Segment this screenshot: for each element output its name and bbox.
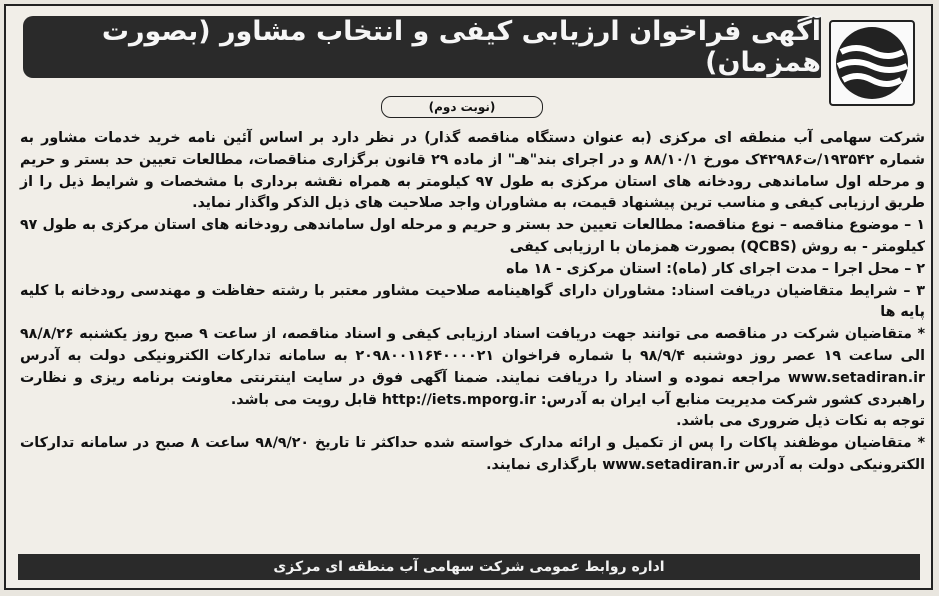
note-heading: توجه به نکات ذیل ضروری می باشد.	[676, 413, 925, 430]
intro-paragraph: شرکت سهامی آب منطقه ای مرکزی (به عنوان دستگاه مناقصه گذار) در نظر دارد بر اساس آئین نامه خرید خدمات مشاور به شماره ۱۹۳۵۴۲/ت۴۲۹۸۶ک مورخ ۸۸/۱۰/۱ و در اجرای بند"هـ" از ماده ۲۹ قانون برگزاری مناقصات، مطالعات تعیین حد بستر و حریم و مرحله اول ساماندهی رودخانه های استان مرکزی به طول ۹۷ کیلومتر به همراه نقشه برداری با مشخصات و شرایط ذیل را از طریق ارزیابی کیفی و مناسب ترین پیشنهاد قیمت، به مشاوران واجد صلاحیت های ذیل الذکر واگذار نماید.	[20, 130, 925, 212]
round-label: (نوبت دوم)	[381, 96, 543, 118]
item-location: ۲ – محل اجرا – مدت اجرای کار (ماه): استان مرکزی - ۱۸ ماه	[506, 260, 925, 277]
submission-bullet: * متقاضیان موظفند پاکات را پس از تکمیل و ارائه مدارک خواسته شده حداکثر تا تاریخ ۹۸/۹/۲۰ ساعت ۸ صبح در سامانه تدارکات الکترونیکی دولت به آدرس www.setadiran.ir بارگذاری نمایند.	[20, 435, 925, 473]
item-requirements: ۳ – شرایط متقاضیان دریافت اسناد: مشاوران دارای گواهینامه صلاحیت مشاور معتبر با رشته حفاظت و مهندسی رودخانه با کلیه پایه ها	[20, 282, 925, 321]
notice-frame	[4, 4, 933, 590]
notice-header	[16, 16, 921, 114]
water-company-logo-icon	[829, 20, 915, 106]
notice-title: آگهی فراخوان ارزیابی کیفی و انتخاب مشاور (بصورت همزمان)	[23, 16, 821, 78]
footer-signature: اداره روابط عمومی شرکت سهامی آب منطقه ای مرکزی	[18, 554, 920, 580]
notice-body	[20, 128, 925, 477]
document-bullet: * متقاضیان شرکت در مناقصه می توانند جهت دریافت اسناد ارزیابی کیفی و اسناد مناقصه، از ساعت ۹ صبح روز یکشنبه ۹۸/۸/۲۶ الی ساعت ۱۹ عصر روز دوشنبه ۹۸/۹/۴ با شماره فراخوان ۲۰۹۸۰۰۱۱۶۴۰۰۰۰۲۱ به سامانه تدارکات الکترونیکی دولت به آدرس www.setadiran.ir مراجعه نموده و اسناد را دریافت نمایند. ضمنا آگهی فوق در سایت اینترنتی معاونت برنامه ریزی و نظارت راهبردی کشور شرکت مدیریت منابع آب ایران به آدرس: http://iets.mporg.ir قابل رویت می باشد.	[20, 326, 925, 408]
item-subject: ۱ – موضوع مناقصه – نوع مناقصه: مطالعات تعیین حد بستر و حریم و مرحله اول ساماندهی رودخانه های استان مرکزی به طول ۹۷ کیلومتر - به روش (QCBS) بصورت همزمان با ارزیابی کیفی	[20, 217, 925, 255]
